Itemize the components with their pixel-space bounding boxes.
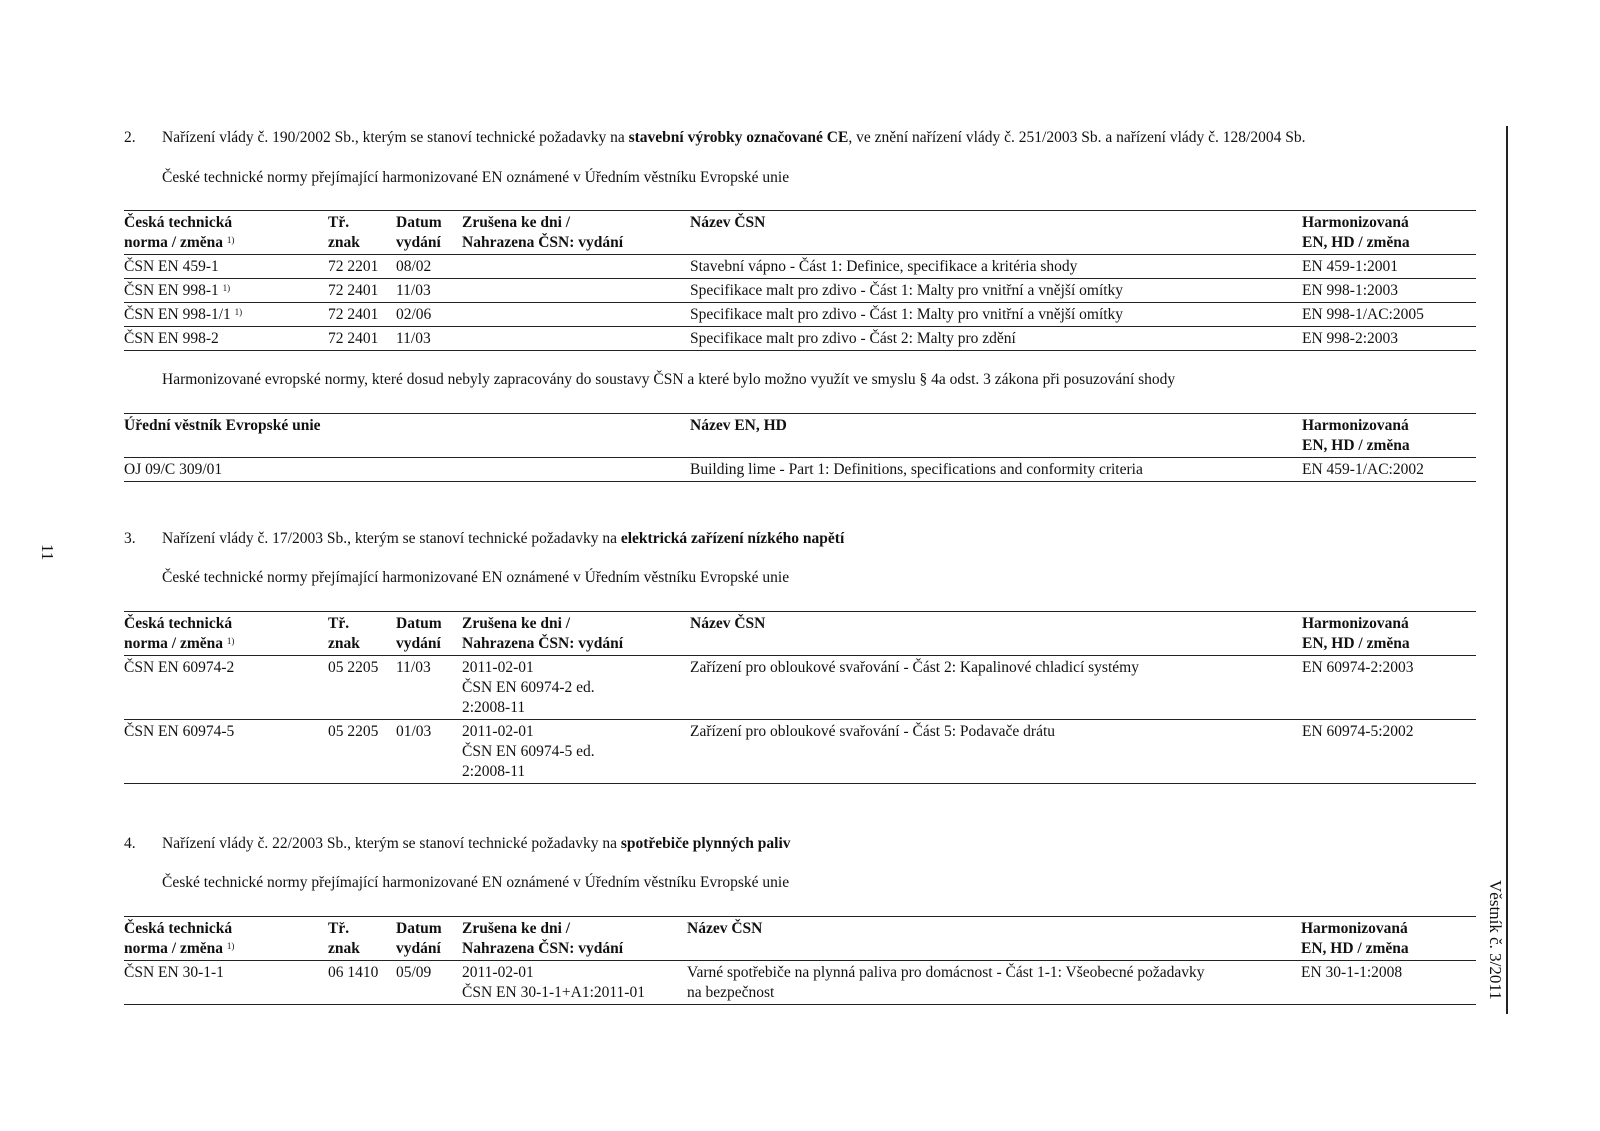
cell-tr: 72 2401 [328, 330, 379, 347]
col-header-zrusena: Zrušena ke dni / Nahrazena ČSN: vydání [462, 920, 624, 957]
col-header-nazev: Název ČSN [690, 214, 766, 231]
col-header-harm: Harmonizovaná EN, HD / změna [1302, 615, 1410, 652]
col-header-csn: Česká technická norma / změna $^{1)}$ [124, 214, 235, 251]
cell-nazev: Varné spotřebiče na plynná paliva pro domácnost - Část 1-1: Všeobecné požadavky na bezpečnost [687, 964, 1205, 1001]
cell-csn: ČSN EN 60974-5 [124, 723, 235, 740]
table-row [124, 303, 1476, 327]
cell-nazev: Specifikace malt pro zdivo - Část 1: Malty pro vnitřní a vnější omítky [690, 306, 1124, 323]
cell-zrusena: 2011-02-01 ČSN EN 60974-2 ed. 2:2008-11 [462, 659, 595, 716]
cell-zrusena [462, 279, 690, 303]
section-number: 2. [124, 129, 136, 146]
section-title [162, 529, 844, 549]
col-header-zrusena: Zrušena ke dni / Nahrazena ČSN: vydání [462, 615, 624, 652]
title-text: Nařízení vlády č. 22/2003 Sb., kterým se stanoví technické požadavky na [162, 835, 621, 852]
cell-zrusena [462, 303, 690, 327]
cell-datum: 11/03 [396, 282, 431, 299]
cell-nazev: Specifikace malt pro zdivo - Část 2: Malty pro zdění [690, 330, 1016, 347]
section-4-subtitle: České technické normy přejímající harmonizované EN oznámené v Úředním věstníku Evropské unie [162, 874, 790, 891]
col-header-csn: Česká technická norma / změna $^{1)}$ [124, 615, 235, 652]
section-title [162, 834, 791, 854]
cell-oj: OJ 09/C 309/01 [124, 461, 223, 478]
col-header-tr: Tř. znak [328, 615, 360, 652]
col-header-oj: Úřední věstník Evropské unie [124, 417, 321, 434]
section-number: 4. [124, 835, 136, 852]
cell-csn: ČSN EN 998-2 [124, 330, 219, 347]
section-number: 3. [124, 530, 136, 547]
col-header-nazev: Název ČSN [690, 615, 766, 632]
cell-zrusena: 2011-02-01 ČSN EN 30-1-1+A1:2011-01 [462, 964, 645, 1001]
section-2-subtitle: České technické normy přejímající harmonizované EN oznámené v Úředním věstníku Evropské unie [162, 169, 790, 186]
cell-tr: 05 2205 [328, 723, 379, 740]
cell-csn: ČSN EN 60974-2 [124, 659, 235, 676]
col-header-harm: Harmonizovaná EN, HD / změna [1302, 417, 1410, 454]
title-text: Nařízení vlády č. 17/2003 Sb., kterým se stanoví technické požadavky na [162, 530, 621, 547]
section-2-standards-table [124, 210, 1476, 351]
table-row [124, 961, 1476, 1005]
col-header-harm: Harmonizovaná EN, HD / změna [1301, 920, 1409, 957]
cell-tr: 72 2201 [328, 258, 379, 275]
cell-datum: 11/03 [396, 659, 431, 676]
table-row [124, 720, 1476, 784]
cell-csn: ČSN EN 30-1-1 [124, 964, 224, 981]
cell-harm: EN 459-1/AC:2002 [1302, 461, 1424, 478]
col-header-zrusena: Zrušena ke dni / Nahrazena ČSN: vydání [462, 214, 624, 251]
cell-harm: EN 459-1:2001 [1302, 258, 1399, 275]
cell-nazev: Zařízení pro obloukové svařování - Část 5: Podavače drátu [690, 723, 1055, 740]
cell-nazev: Stavební vápno - Část 1: Definice, specifikace a kritéria shody [690, 258, 1078, 275]
journal-issue-label: Věstník č. 3/2011 [1486, 880, 1505, 1000]
cell-harm: EN 998-1:2003 [1302, 282, 1399, 299]
section-3-subtitle: České technické normy přejímající harmonizované EN oznámené v Úředním věstníku Evropské unie [162, 569, 790, 586]
section-2-subtitle-2: Harmonizované evropské normy, které dosud nebyly zapracovány do soustavy ČSN a které bylo možno využít ve smyslu § 4a odst. 3 zákona při posuzování shody [162, 371, 1176, 388]
cell-tr: 72 2401 [328, 282, 379, 299]
cell-tr: 05 2205 [328, 659, 379, 676]
title-bold: stavební výrobky označované CE [628, 129, 849, 146]
table-row [124, 279, 1476, 303]
section-2-oj-table [124, 413, 1476, 482]
section-3-standards-table [124, 611, 1476, 784]
col-header-nazev: Název ČSN [687, 920, 763, 937]
table-header-row [124, 917, 1476, 961]
cell-harm: EN 60974-2:2003 [1302, 659, 1414, 676]
cell-datum: 01/03 [396, 723, 432, 740]
col-header-harm: Harmonizovaná EN, HD / změna [1302, 214, 1410, 251]
table-row [124, 255, 1476, 279]
table-row [124, 327, 1476, 351]
title-bold: elektrická zařízení nízkého napětí [620, 530, 845, 547]
cell-zrusena [462, 255, 690, 279]
table-row [124, 656, 1476, 720]
cell-harm: EN 998-1/AC:2005 [1302, 306, 1424, 323]
col-header-datum: Datum vydání [396, 615, 442, 652]
cell-csn: ČSN EN 998-1 $^{1)}$ [124, 282, 231, 299]
cell-datum: 05/09 [396, 964, 432, 981]
page-number: 11 [38, 544, 57, 561]
section-title [162, 128, 1305, 148]
cell-datum: 08/02 [396, 258, 432, 275]
cell-harm: EN 60974-5:2002 [1302, 723, 1414, 740]
cell-nazev: Specifikace malt pro zdivo - Část 1: Malty pro vnitřní a vnější omítky [690, 282, 1124, 299]
cell-harm: EN 998-2:2003 [1302, 330, 1399, 347]
cell-tr: 72 2401 [328, 306, 379, 323]
title-text-end: , ve znění nařízení vlády č. 251/2003 Sb. a nařízení vlády č. 128/2004 Sb. [848, 129, 1306, 146]
col-header-tr: Tř. znak [328, 920, 360, 957]
cell-csn: ČSN EN 459-1 [124, 258, 219, 275]
title-text: Nařízení vlády č. 190/2002 Sb., kterým se stanoví technické požadavky na [162, 129, 629, 146]
title-bold: spotřebiče plynných paliv [620, 835, 791, 852]
col-header-datum: Datum vydání [396, 214, 442, 251]
section-4-standards-table [124, 916, 1476, 1005]
table-row [124, 458, 1476, 482]
cell-tr: 06 1410 [328, 964, 379, 981]
col-header-tr: Tř. znak [328, 214, 360, 251]
cell-nazev: Building lime - Part 1: Definitions, specifications and conformity criteria [690, 461, 1143, 478]
cell-datum: 11/03 [396, 330, 431, 347]
table-header-row [124, 612, 1476, 656]
cell-nazev: Zařízení pro obloukové svařování - Část 2: Kapalinové chladicí systémy [690, 659, 1139, 676]
cell-zrusena [462, 327, 690, 351]
margin-rule [1506, 126, 1508, 1014]
cell-harm: EN 30-1-1:2008 [1301, 964, 1403, 981]
col-header-csn: Česká technická norma / změna $^{1)}$ [124, 920, 235, 957]
table-header-row [124, 414, 1476, 458]
cell-zrusena: 2011-02-01 ČSN EN 60974-5 ed. 2:2008-11 [462, 723, 595, 780]
col-header-datum: Datum vydání [396, 920, 442, 957]
cell-datum: 02/06 [396, 306, 432, 323]
col-header-nazev: Název EN, HD [690, 417, 787, 434]
cell-csn: ČSN EN 998-1/1 $^{1)}$ [124, 306, 243, 323]
table-header-row [124, 211, 1476, 255]
